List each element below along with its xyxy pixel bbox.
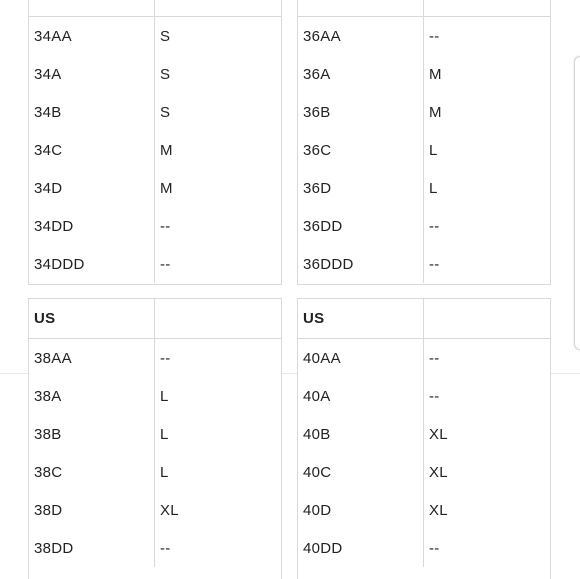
size-cell: -- (160, 349, 171, 367)
header-cell-size (424, 0, 550, 16)
band-cup-cell: 40DD (298, 529, 424, 567)
table-row (298, 207, 550, 245)
band-cup-cell: 40A (298, 377, 424, 415)
table-row (298, 529, 550, 567)
size-cell: -- (429, 27, 440, 45)
size-cell: M (429, 103, 442, 121)
band-cup-cell: 38B (29, 415, 155, 453)
size-cell: L (429, 179, 438, 197)
size-cell: L (160, 387, 169, 405)
size-cell: -- (160, 217, 171, 235)
band-cup-cell: 36A (298, 55, 424, 93)
size-cell: S (160, 65, 171, 83)
band-cup-cell: 34AA (29, 17, 155, 55)
table-row (298, 453, 550, 491)
table-row (29, 131, 281, 169)
size-cell: -- (160, 255, 171, 273)
size-cell: S (160, 27, 171, 45)
band-cup-cell: 36D (298, 169, 424, 207)
table-header-row (298, 0, 550, 17)
table-row (29, 339, 281, 377)
size-cell: -- (429, 255, 440, 273)
size-cell: M (429, 65, 442, 83)
header-cell-size (155, 0, 281, 16)
band-cup-cell: 36DDD (298, 245, 424, 283)
band-cup-cell: 34DD (29, 207, 155, 245)
table-row (29, 529, 281, 567)
size-table-38 (28, 298, 282, 579)
size-cell: M (160, 179, 173, 197)
header-cell-region (29, 0, 155, 16)
header-cell-region: US (298, 299, 424, 338)
table-row (298, 17, 550, 55)
table-row (298, 131, 550, 169)
table-row (29, 377, 281, 415)
table-row (298, 169, 550, 207)
band-cup-cell: 38AA (29, 339, 155, 377)
table-header-row (29, 299, 281, 339)
table-row (298, 339, 550, 377)
table-row (298, 415, 550, 453)
table-row (298, 377, 550, 415)
table-header-row (29, 0, 281, 17)
table-row (29, 245, 281, 283)
band-cup-cell: 40C (298, 453, 424, 491)
band-cup-cell: 34B (29, 93, 155, 131)
table-header-row (298, 299, 550, 339)
band-cup-cell: 36AA (298, 17, 424, 55)
band-cup-cell: 36B (298, 93, 424, 131)
size-cell: M (160, 141, 173, 159)
band-cup-cell: 38C (29, 453, 155, 491)
table-row (298, 93, 550, 131)
band-cup-cell: 34A (29, 55, 155, 93)
size-cell: -- (160, 539, 171, 557)
size-table-40 (297, 298, 551, 579)
size-cell: XL (160, 501, 179, 519)
size-cell: -- (429, 387, 440, 405)
band-cup-cell: 34D (29, 169, 155, 207)
header-cell-size (155, 299, 281, 338)
band-cup-cell: 38D (29, 491, 155, 529)
scrollbar-thumb[interactable] (574, 56, 580, 350)
size-cell: XL (429, 425, 448, 443)
band-cup-cell: 40B (298, 415, 424, 453)
size-cell: L (429, 141, 438, 159)
header-cell-region: US (29, 299, 155, 338)
band-cup-cell: 34C (29, 131, 155, 169)
table-row (29, 93, 281, 131)
band-cup-cell: 34DDD (29, 245, 155, 283)
table-row (298, 245, 550, 283)
table-row (29, 491, 281, 529)
size-cell: -- (429, 217, 440, 235)
band-cup-cell: 40D (298, 491, 424, 529)
table-row (298, 491, 550, 529)
table-row (29, 415, 281, 453)
band-cup-cell: 38A (29, 377, 155, 415)
size-table-36 (297, 0, 551, 285)
size-cell: -- (429, 349, 440, 367)
band-cup-cell: 40AA (298, 339, 424, 377)
band-cup-cell: 36C (298, 131, 424, 169)
table-row (29, 207, 281, 245)
table-row (29, 17, 281, 55)
size-cell: S (160, 103, 171, 121)
size-table-34 (28, 0, 282, 285)
table-row (298, 55, 550, 93)
size-cell: L (160, 425, 169, 443)
header-cell-size (424, 299, 550, 338)
band-cup-cell: 38DD (29, 529, 155, 567)
band-cup-cell: 36DD (298, 207, 424, 245)
size-cell: L (160, 463, 169, 481)
table-row (29, 169, 281, 207)
size-cell: XL (429, 463, 448, 481)
size-cell: XL (429, 501, 448, 519)
header-cell-region (298, 0, 424, 16)
table-row (29, 55, 281, 93)
size-cell: -- (429, 539, 440, 557)
table-row (29, 453, 281, 491)
